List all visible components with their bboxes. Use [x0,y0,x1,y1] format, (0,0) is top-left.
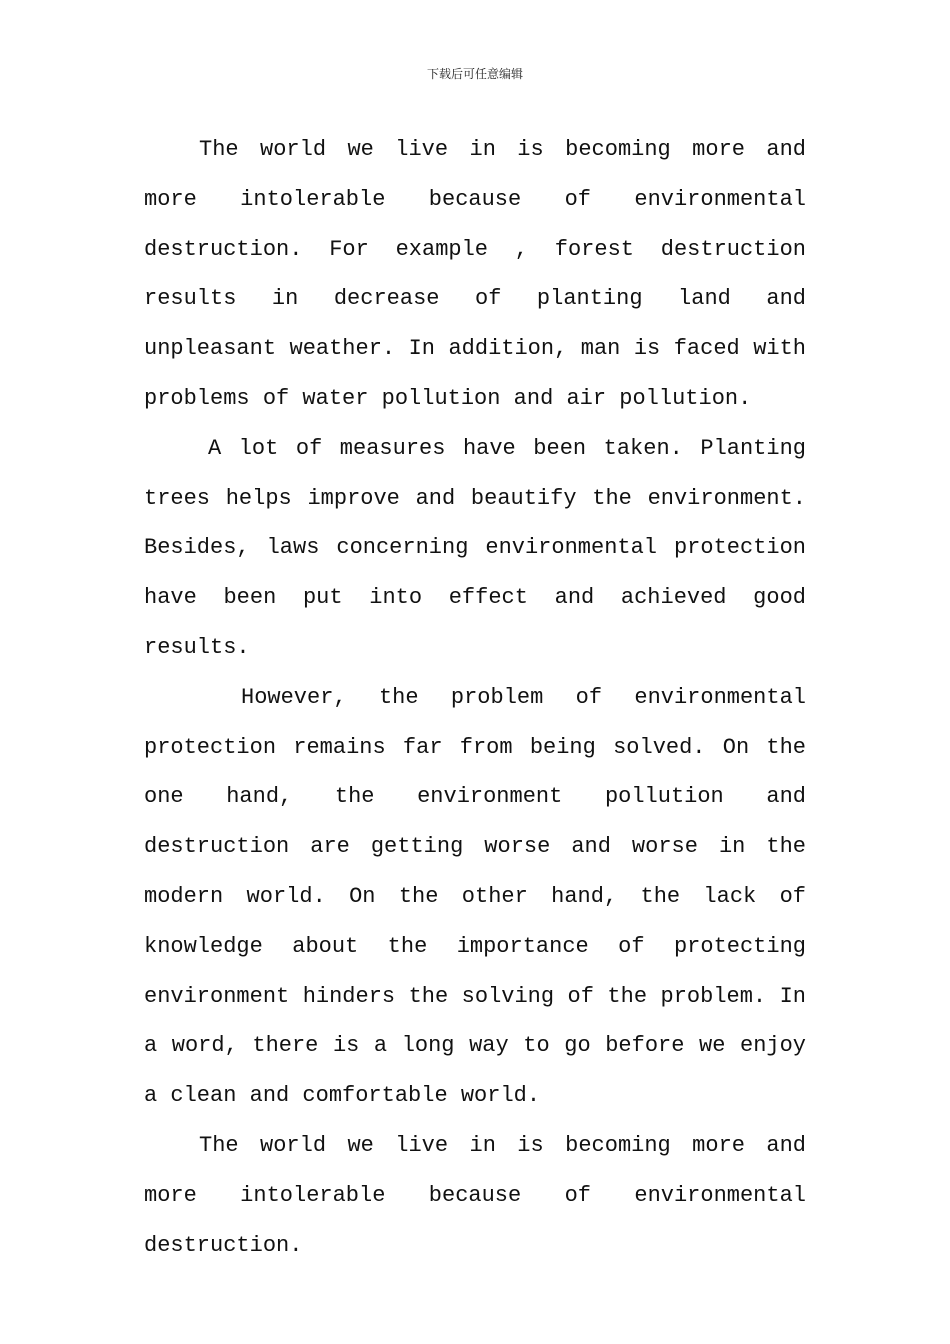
paragraph-1: The world we live in is becoming more and more intolerable because of environmental destruction. For example , forest destruction results in decrease of planting land and unpleasant weather. In addition, man is faced with problems of water pollution and air pollution. [144,137,806,411]
paragraph-2: A lot of measures have been taken. Planting trees helps improve and beautify the environment. Besides, laws concerning environmental protection have been put into effect and achieved good results. [144,435,806,660]
paragraph-4: The world we live in is becoming more and more intolerable because of environmental destruction. [144,1132,806,1258]
page-header: 下载后可任意编辑 [426,67,523,81]
paragraph-3: However, the problem of environmental protection remains far from being solved. On the one hand, the environment pollution and destruction are getting worse and worse in the modern world. On the other hand, the lack of knowledge about the importance of protecting environment hinders the solving of the problem. In a word, there is a long way to go before we enjoy a clean and comfortable world. [144,684,806,1109]
document-body [144,125,806,1270]
